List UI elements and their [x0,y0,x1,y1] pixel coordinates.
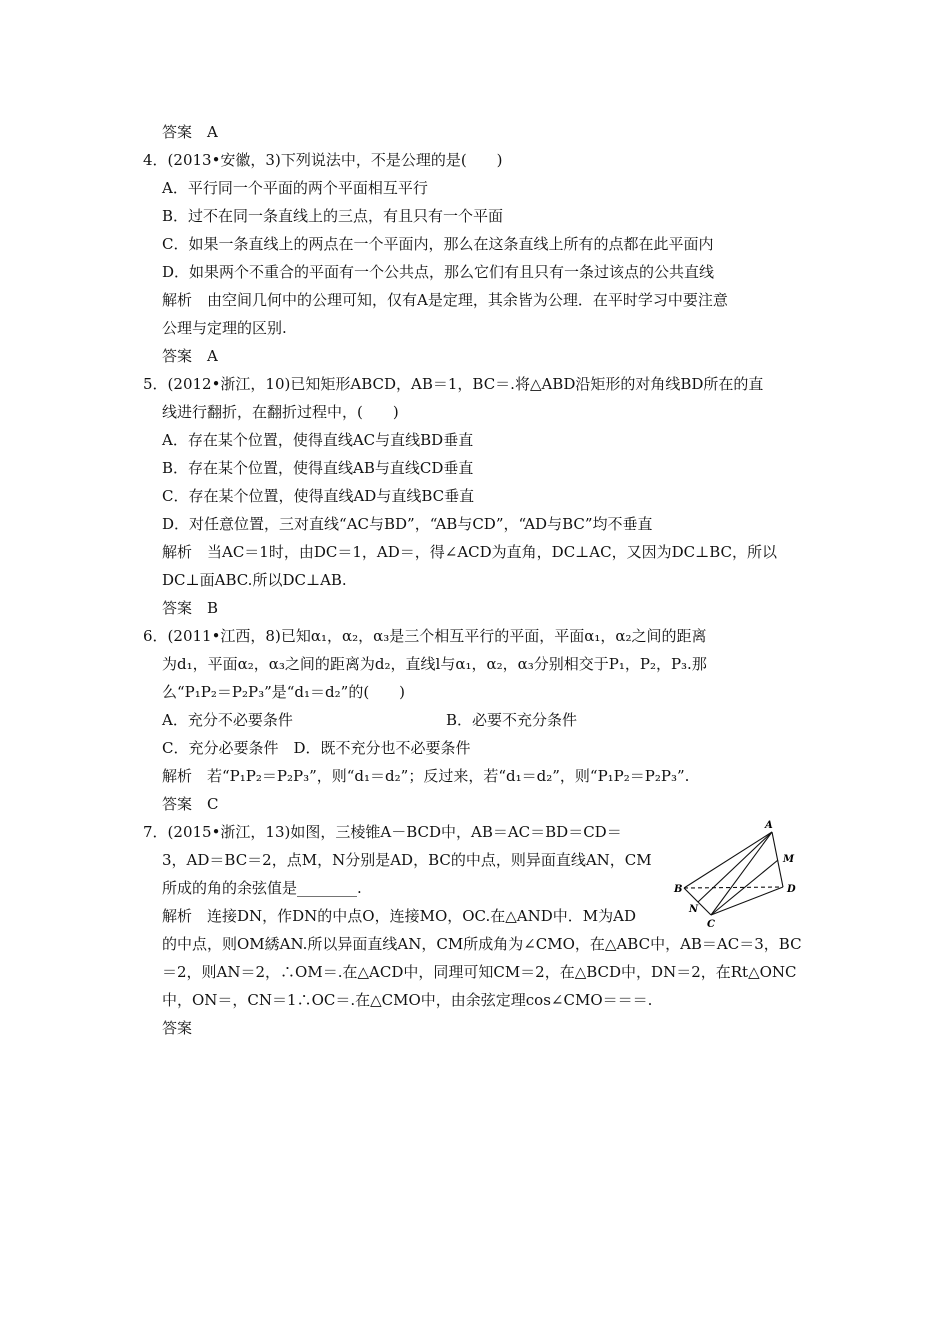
question-4-answer: 答案 A [162,347,218,365]
question-4-analysis-cont: 公理与定理的区别. [162,319,287,337]
question-5-analysis: 解析 当AC＝1时，由DC＝1，AD＝，得∠ACD为直角，DC⊥AC，又因为DC⊥BC，所以 [162,543,777,561]
question-6-answer: 答案 C [162,795,219,813]
label-n: N [689,904,699,915]
question-5-stem: 5．(2012•浙江，10)已知矩形ABCD，AB＝1，BC＝.将△ABD沿矩形的对角线BD所在的直 [143,375,764,393]
question-7-analysis-cont: 的中点，则OM綉AN.所以异面直线AN，CM所成角为∠CMO，在△ABC中，AB＝AC＝3，BC [162,935,802,953]
question-7-stem-cont: 3，AD＝BC＝2，点M，N分别是AD，BC的中点，则异面直线AN，CM [162,851,652,869]
question-7-analysis: 解析 连接DN，作DN的中点O，连接MO，OC.在△AND中．M为AD [162,907,637,925]
label-a: A [765,820,773,831]
answer-line: 答案 A [162,123,218,141]
question-6-stem-cont: 为d₁，平面α₂，α₃之间的距离为d₂，直线l与α₁，α₂，α₃分别相交于P₁，P₂，P₃.那 [162,655,707,673]
label-b: B [674,884,683,895]
question-4-option-c: C．如果一条直线上的两点在一个平面内，那么在这条直线上所有的点都在此平面内 [162,235,714,253]
question-6-option-cd: C．充分必要条件 D．既不充分也不必要条件 [162,739,471,757]
question-5-stem-cont: 线进行翻折，在翻折过程中，( ) [162,403,399,421]
edge-ad [772,832,783,887]
question-5-answer: 答案 B [162,599,219,617]
edge-bd-hidden [684,887,783,888]
question-7-stem-cont-2: 所成的角的余弦值是________. [162,879,362,897]
question-5-option-b: B．存在某个位置，使得直线AB与直线CD垂直 [162,459,474,477]
question-4-stem: 4．(2013•安徽，3)下列说法中，不是公理的是( ) [143,151,503,169]
label-d: D [787,884,796,895]
edge-ab [684,832,772,888]
edge-an [698,832,772,902]
question-4-option-b: B．过不在同一条直线上的三点，有且只有一个平面 [162,207,504,225]
tetrahedron-figure [664,815,804,933]
question-7-analysis-cont-2: ＝2，则AN＝2，∴OM＝.在△ACD中，同理可知CM＝2，在△BCD中，DN＝2，在Rt△ONC [162,963,797,981]
question-5-option-d: D．对任意位置，三对直线“AC与BD”，“AB与CD”，“AD与BC”均不垂直 [162,515,653,533]
question-6-option-a: A．充分不必要条件 [162,711,293,729]
label-c: C [707,919,715,930]
question-7-analysis-cont-3: 中，ON＝，CN＝1∴OC＝.在△CMO中，由余弦定理cos∠CMO＝＝＝. [162,991,653,1009]
question-5-option-a: A．存在某个位置，使得直线AC与直线BD垂直 [162,431,474,449]
question-5-option-c: C．存在某个位置，使得直线AD与直线BC垂直 [162,487,475,505]
question-6-option-b: B．必要不充分条件 [446,711,578,729]
question-6-analysis: 解析 若“P₁P₂＝P₂P₃”，则“d₁＝d₂”；反过来，若“d₁＝d₂”，则“P₁P₂＝P₂P₃”. [162,767,690,785]
question-4-option-d: D．如果两个不重合的平面有一个公共点，那么它们有且只有一条过该点的公共直线 [162,263,715,281]
question-6-stem: 6．(2011•江西，8)已知α₁，α₂，α₃是三个相互平行的平面，平面α₁，α₂之间的距离 [143,627,707,645]
question-4-option-a: A．平行同一个平面的两个平面相互平行 [162,179,428,197]
label-m: M [783,854,795,865]
question-4-analysis: 解析 由空间几何中的公理可知，仅有A是定理，其余皆为公理．在平时学习中要注意 [162,291,728,309]
question-7-answer: 答案 [162,1019,193,1037]
question-5-analysis-cont: DC⊥面ABC.所以DC⊥AB. [162,571,347,589]
question-7-stem: 7．(2015•浙江，13)如图，三棱锥A－BCD中，AB＝AC＝BD＝CD＝ [143,823,622,841]
question-6-stem-cont-2: 么“P₁P₂＝P₂P₃”是“d₁＝d₂”的( ) [162,683,406,701]
tetrahedron-diagram [664,815,804,933]
